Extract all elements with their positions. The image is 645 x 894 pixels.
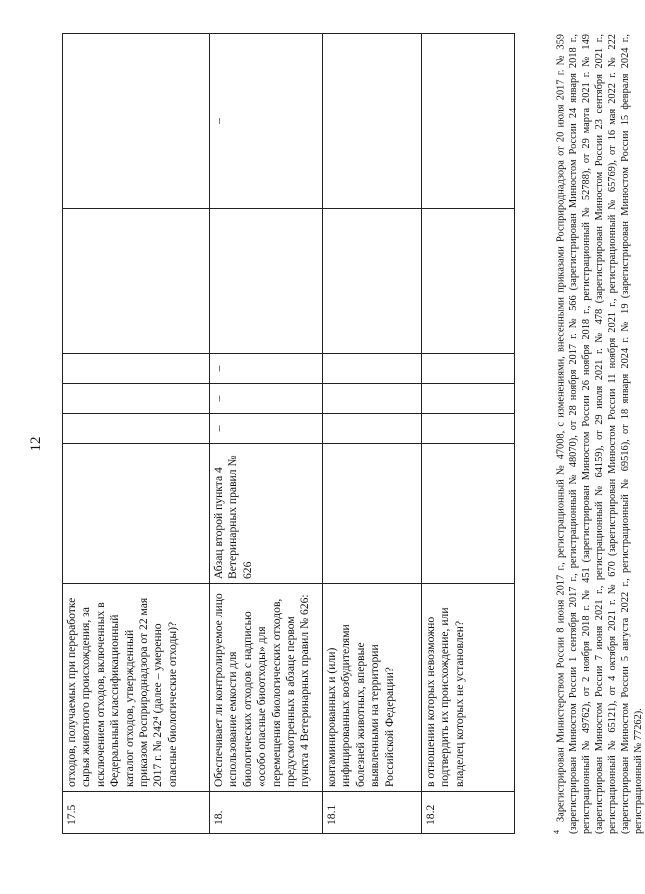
answer-no-cell: – [210, 384, 323, 414]
footnote [550, 34, 645, 834]
extra-cell [323, 34, 422, 209]
answer-yes-cell: – [210, 414, 323, 444]
reference-text [63, 444, 210, 584]
answer-na-cell [422, 354, 515, 384]
page-number: 12 [28, 436, 44, 452]
extra-cell [422, 34, 515, 209]
table-row [422, 34, 515, 834]
answer-na-cell [63, 354, 210, 384]
question-text: Обеспечивает ли контролируемое лицо использование емкости для биологических отходов с надписью «особо опасные биоотходы» для перемещения биологических отходов, предусмотренных в абзаце первом пункта 4 Ветеринарных правил № 626: [210, 584, 323, 792]
reference-text [323, 444, 422, 584]
reference-text: Абзац второй пункта 4 Ветеринарных правил № 626 [210, 444, 323, 584]
table-row [63, 34, 210, 834]
answer-no-cell [63, 384, 210, 414]
row-number: 18. [210, 792, 323, 834]
answer-no-cell [323, 384, 422, 414]
row-number: 18.1 [323, 792, 422, 834]
footnote-text: Зарегистрирован Министерством России 8 июня 2017 г., регистрационный № 47008, с изменениями, внесенными приказами Росприроднадзора от 20 июля 2017 г. № 359 (зарегистрирован Минюстом России 1 сентября 2017 г., регистрационный № 48070), от 28 ноября 2017 г. № 566 (зарегистрирован Минюстом России 24 января 2018 г., регистрационный № 49762), от 2 ноября 2018 г. № 451 (зарегистрирован Минюстом России 26 ноября 2018 г., регистрационный № 52788), от 29 марта 2021 г. № 149 (зарегистрирован Минюстом России 7 июня 2021 г., регистрационный № 64159), от 29 июля 2021 г. № 478 (зарегистрирован Минюстом России 23 сентября 2021 г., регистрационный № 65121), от 4 октября 2021 г. № 670 (зарегистрирован Минюстом России 11 ноября 2021 г., регистрационный № 65769), от 16 мая 2022 г. № 222 (зарегистрирован Минюстом России 5 августа 2022 г., регистрационный № 69516), от 18 января 2024 г. № 19 (зарегистрирован Минюстом России 15 февраля 2024 г., регистрационный № 77262). [555, 34, 645, 834]
row-number: 18.2 [422, 792, 515, 834]
reference-text [422, 444, 515, 584]
question-text: в отношении которых невозможно подтвердить их происхождение, или владелец которых не установлен? [422, 584, 515, 792]
requirements-table [62, 33, 515, 834]
answer-no-cell [422, 384, 515, 414]
comment-cell [422, 209, 515, 354]
footnote-marker: 4 [552, 830, 561, 834]
comment-cell [210, 209, 323, 354]
answer-yes-cell [422, 414, 515, 444]
answer-na-cell: – [210, 354, 323, 384]
question-text: контаминированных и (или) инфицированных возбудителями болезней животных, впервые выявленными на территории Российской Федерации? [323, 584, 422, 792]
answer-yes-cell [63, 414, 210, 444]
question-text: отходов, получаемых при переработке сырья животного происхождения, за исключением отходов, включенных в Федеральный классификационный каталог отходов, утвержденный приказом Росприроднадзора от 22 мая 2017 г. № 242⁴ (далее – умеренно опасные биологические отходы)? [63, 584, 210, 792]
table-row [210, 34, 323, 834]
answer-na-cell [323, 354, 422, 384]
extra-cell: – [210, 34, 323, 209]
extra-cell [63, 34, 210, 209]
comment-cell [323, 209, 422, 354]
row-number: 17.5 [63, 792, 210, 834]
answer-yes-cell [323, 414, 422, 444]
comment-cell [63, 209, 210, 354]
table-row [323, 34, 422, 834]
